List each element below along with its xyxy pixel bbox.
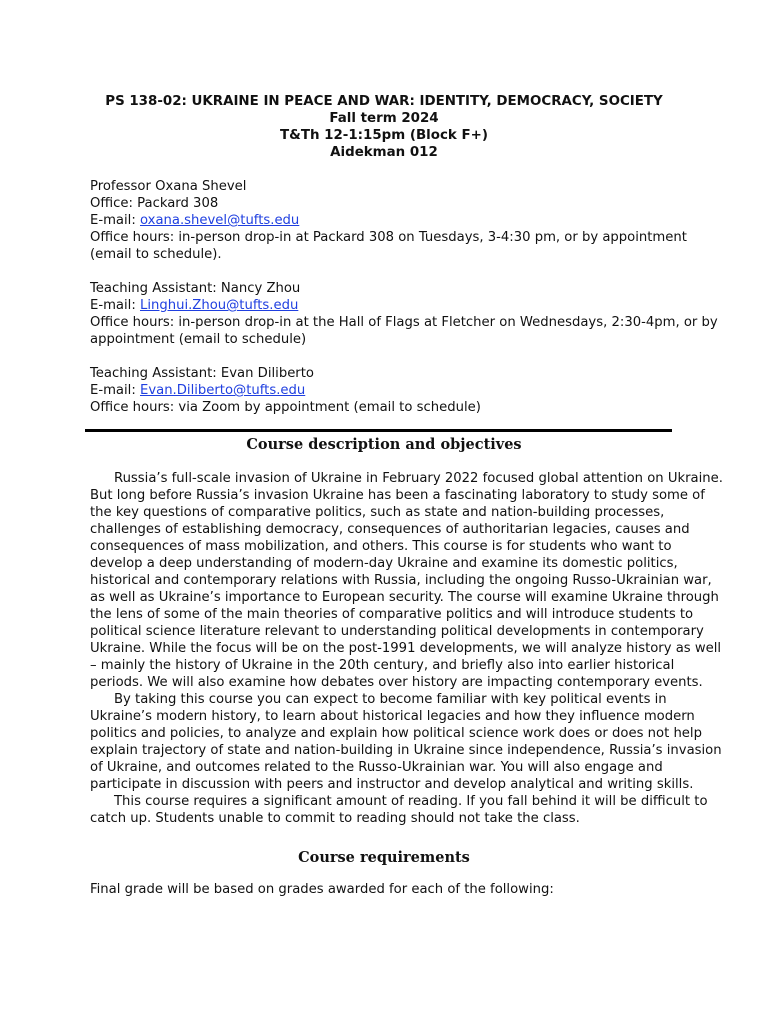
professor-hours-line-1: Office hours: in-person drop-in at Packard 308 on Tuesdays, 3-4:30 pm, or by appointment	[90, 230, 687, 245]
course-schedule: T&Th 12-1:15pm (Block F+)	[280, 128, 488, 143]
requirements-heading: Course requirements	[298, 849, 470, 866]
email-label: E-mail:	[90, 298, 140, 313]
description-text	[90, 470, 723, 827]
description-line: consequences of mass mobilization, and others. This course is for students who want to	[90, 539, 672, 554]
ta1-email-line	[90, 297, 690, 314]
ta2-hours-line: Office hours: via Zoom by appointment (email to schedule)	[90, 400, 481, 415]
description-line: participate in discussion with peers and instructor and develop analytical and writing skills.	[90, 777, 694, 792]
description-line: periods. We will also examine how debates over history are impacting contemporary events.	[90, 675, 703, 690]
description-line: challenges of establishing democracy, consequences of authoritarian legacies, causes and	[90, 522, 690, 537]
description-line: of Ukraine, and outcomes related to the Russo-Ukrainian war. You will also engage and	[90, 760, 663, 775]
description-heading: Course description and objectives	[246, 436, 522, 453]
description-line: the key questions of comparative politics, such as state and nation-building processes,	[90, 505, 665, 520]
description-line: By taking this course you can expect to become familiar with key political events in	[114, 692, 667, 707]
contact-block	[90, 178, 718, 416]
description-line: explain trajectory of state and nation-building in Ukraine since independence, Russia’s invasion	[90, 743, 722, 758]
professor-hours-line-2: (email to schedule).	[90, 247, 222, 262]
professor-email-line	[90, 212, 690, 229]
description-line: Ukraine’s modern history, to learn about historical legacies and how they influence modern	[90, 709, 695, 724]
section-divider	[85, 429, 672, 432]
description-line: political science literature relevant to understanding political developments in contemporary	[90, 624, 704, 639]
ta1-hours-line-1: Office hours: in-person drop-in at the Hall of Flags at Fletcher on Wednesdays, 2:30-4pm, or by	[90, 315, 718, 330]
description-line: historical and contemporary relations with Russia, including the ongoing Russo-Ukrainian war,	[90, 573, 712, 588]
ta1-name: Teaching Assistant: Nancy Zhou	[90, 281, 301, 296]
description-line: catch up. Students unable to commit to reading should not take the class.	[90, 811, 580, 826]
course-title: PS 138-02: UKRAINE IN PEACE AND WAR: IDENTITY, DEMOCRACY, SOCIETY	[105, 94, 663, 109]
ta2-email-link[interactable]: Evan.Diliberto@tufts.edu	[139, 383, 306, 398]
professor-name: Professor Oxana Shevel	[90, 179, 247, 194]
description-line: – mainly the history of Ukraine in the 20th century, and briefly also into earlier historical	[90, 658, 675, 673]
course-term: Fall term 2024	[329, 111, 439, 126]
ta1-email-link[interactable]: Linghui.Zhou@tufts.edu	[139, 298, 299, 313]
description-line: the lens of some of the main theories of comparative politics and will introduce students to	[90, 607, 694, 622]
ta1-hours-line-2: appointment (email to schedule)	[90, 332, 307, 347]
course-header	[60, 93, 708, 161]
email-label: E-mail:	[90, 213, 140, 228]
description-line: This course requires a significant amount of reading. If you fall behind it will be difficult to	[114, 794, 708, 809]
requirements-text	[90, 881, 680, 898]
description-line: politics and policies, to analyze and explain how political science work does or does not help	[90, 726, 702, 741]
requirements-intro: Final grade will be based on grades awarded for each of the following:	[90, 882, 554, 897]
ta2-email-line	[90, 382, 690, 399]
course-room: Aidekman 012	[330, 145, 438, 160]
description-line: But long before Russia’s invasion Ukraine has been a fascinating laboratory to study some of	[90, 488, 705, 503]
professor-email-link[interactable]: oxana.shevel@tufts.edu	[139, 213, 300, 228]
description-line: Ukraine. While the focus will be on the post-1991 developments, we will analyze history as well	[90, 641, 722, 656]
description-line: develop a deep understanding of modern-day Ukraine and examine its domestic politics,	[90, 556, 678, 571]
ta2-name: Teaching Assistant: Evan Diliberto	[90, 366, 314, 381]
professor-office: Office: Packard 308	[90, 196, 219, 211]
email-label: E-mail:	[90, 383, 140, 398]
description-line: Russia’s full-scale invasion of Ukraine in February 2022 focused global attention on Ukraine.	[114, 471, 723, 486]
description-line: as well as Ukraine’s importance to European security. The course will examine Ukraine through	[90, 590, 719, 605]
